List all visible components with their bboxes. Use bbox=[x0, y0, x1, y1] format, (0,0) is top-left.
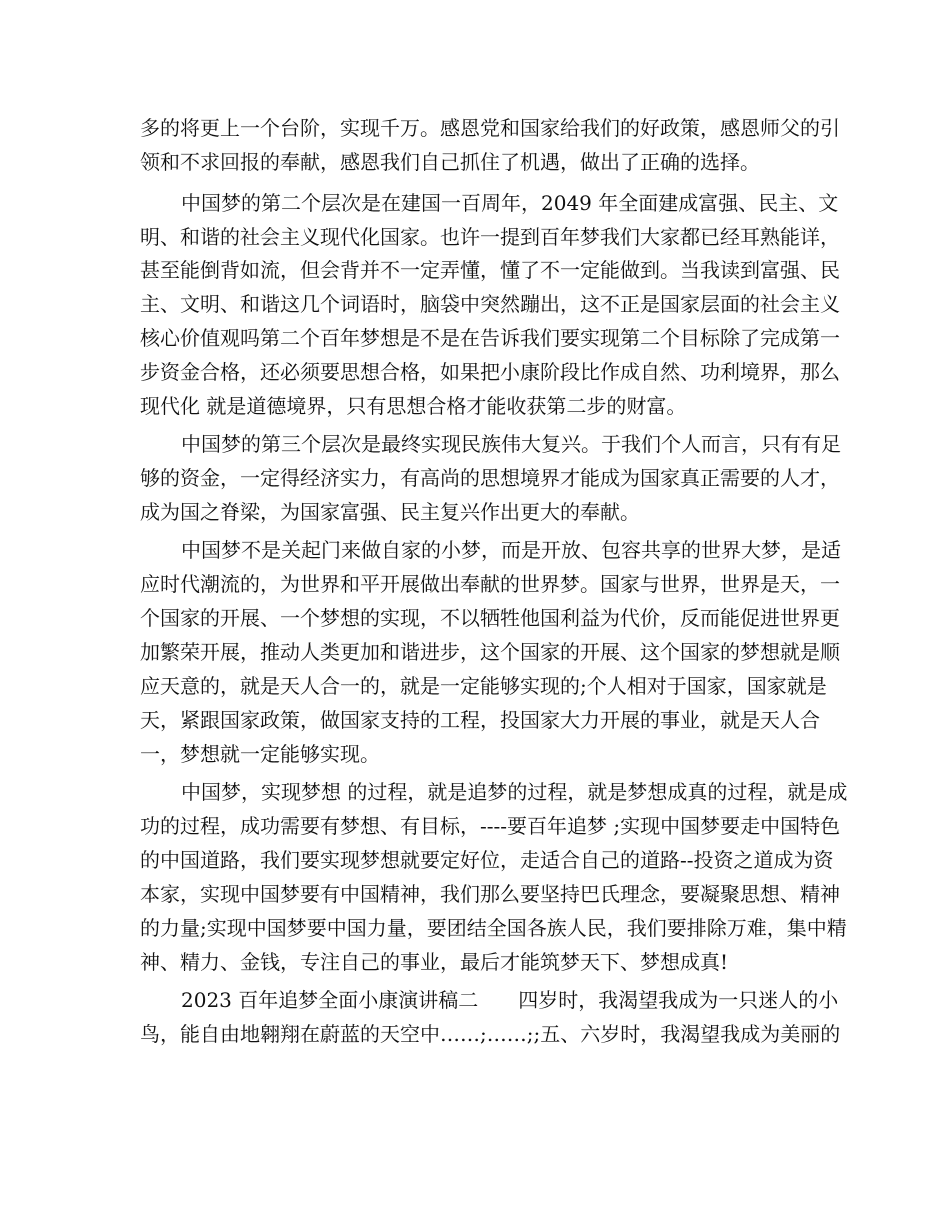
text-line: 一，梦想就一定能够实现。 bbox=[140, 742, 380, 766]
text-line: 核心价值观吗第二个百年梦想是不是在告诉我们要实现第二个目标除了完成第一 bbox=[140, 326, 840, 350]
text-line: 步资金合格，还必须要思想合格，如果把小康阶段比作成自然、功利境界，那么 bbox=[140, 360, 840, 384]
text-line: 的中国道路，我们要实现梦想就要定好位，走适合自己的道路--投资之道成为资 bbox=[140, 848, 834, 872]
text-line: 甚至能倒背如流，但会背并不一定弄懂，懂了不一定能做到。当我读到富强、民 bbox=[140, 258, 840, 282]
text-line: 本家，实现中国梦要有中国精神，我们那么要坚持巴氏理念，要凝聚思想、精神 bbox=[140, 882, 840, 906]
text-line: 明、和谐的社会主义现代化国家。也许一提到百年梦我们大家都已经耳熟能详， bbox=[140, 225, 840, 249]
paragraph-first-line: 中国梦不是关起门来做自家的小梦，而是开放、包容共享的世界大梦，是适 bbox=[181, 538, 841, 562]
text-line: 加繁荣开展，推动人类更加和谐进步，这个国家的开展、这个国家的梦想就是顺 bbox=[140, 640, 840, 664]
text-line: 够的资金，一定得经济实力，有高尚的思想境界才能成为国家真正需要的人才， bbox=[140, 466, 840, 490]
text-line: 鸟，能自由地翱翔在蔚蓝的天空中……;……;;五、六岁时，我渴望我成为美丽的 bbox=[140, 1022, 841, 1046]
text-line: 多的将更上一个台阶，实现千万。感恩党和国家给我们的好政策，感恩师父的引 bbox=[140, 116, 840, 140]
text-line: 主、文明、和谐这几个词语时，脑袋中突然蹦出，这不正是国家层面的社会主义 bbox=[140, 292, 840, 316]
text-line: 应天意的，就是天人合一的，就是一定能够实现的;个人相对于国家，国家就是 bbox=[140, 674, 827, 698]
text-line: 领和不求回报的奉献，感恩我们自己抓住了机遇，做出了正确的选择。 bbox=[140, 150, 760, 174]
text-line: 应时代潮流的，为世界和平开展做出奉献的世界梦。国家与世界，世界是天，一 bbox=[140, 572, 840, 596]
text-line: 的力量;实现中国梦要中国力量，要团结全国各族人民，我们要排除万难，集中精 bbox=[140, 916, 847, 940]
text-line: 神、精力、金钱，专注自己的事业，最后才能筑梦天下、梦想成真! bbox=[140, 950, 729, 974]
text-line: 天，紧跟国家政策，做国家支持的工程，投国家大力开展的事业，就是天人合 bbox=[140, 708, 820, 732]
paragraph-first-line: 2023 百年追梦全面小康演讲稿二 四岁时，我渴望我成为一只迷人的小 bbox=[181, 988, 839, 1012]
text-line: 成为国之脊梁，为国家富强、民主复兴作出更大的奉献。 bbox=[140, 500, 640, 524]
paragraph-first-line: 中国梦，实现梦想 的过程，就是追梦的过程，就是梦想成真的过程，就是成 bbox=[181, 780, 848, 804]
text-line: 现代化 就是道德境界，只有思想合格才能收获第二步的财富。 bbox=[140, 394, 687, 418]
text-line: 个国家的开展、一个梦想的实现，不以牺牲他国利益为代价，反而能促进世界更 bbox=[140, 606, 840, 630]
paragraph-first-line: 中国梦的第三个层次是最终实现民族伟大复兴。于我们个人而言，只有有足 bbox=[181, 432, 841, 456]
text-line: 功的过程，成功需要有梦想、有目标，----要百年追梦 ;实现中国梦要走中国特色 bbox=[140, 814, 841, 838]
paragraph-first-line: 中国梦的第二个层次是在建国一百周年，2049 年全面建成富强、民主、文 bbox=[181, 191, 839, 215]
